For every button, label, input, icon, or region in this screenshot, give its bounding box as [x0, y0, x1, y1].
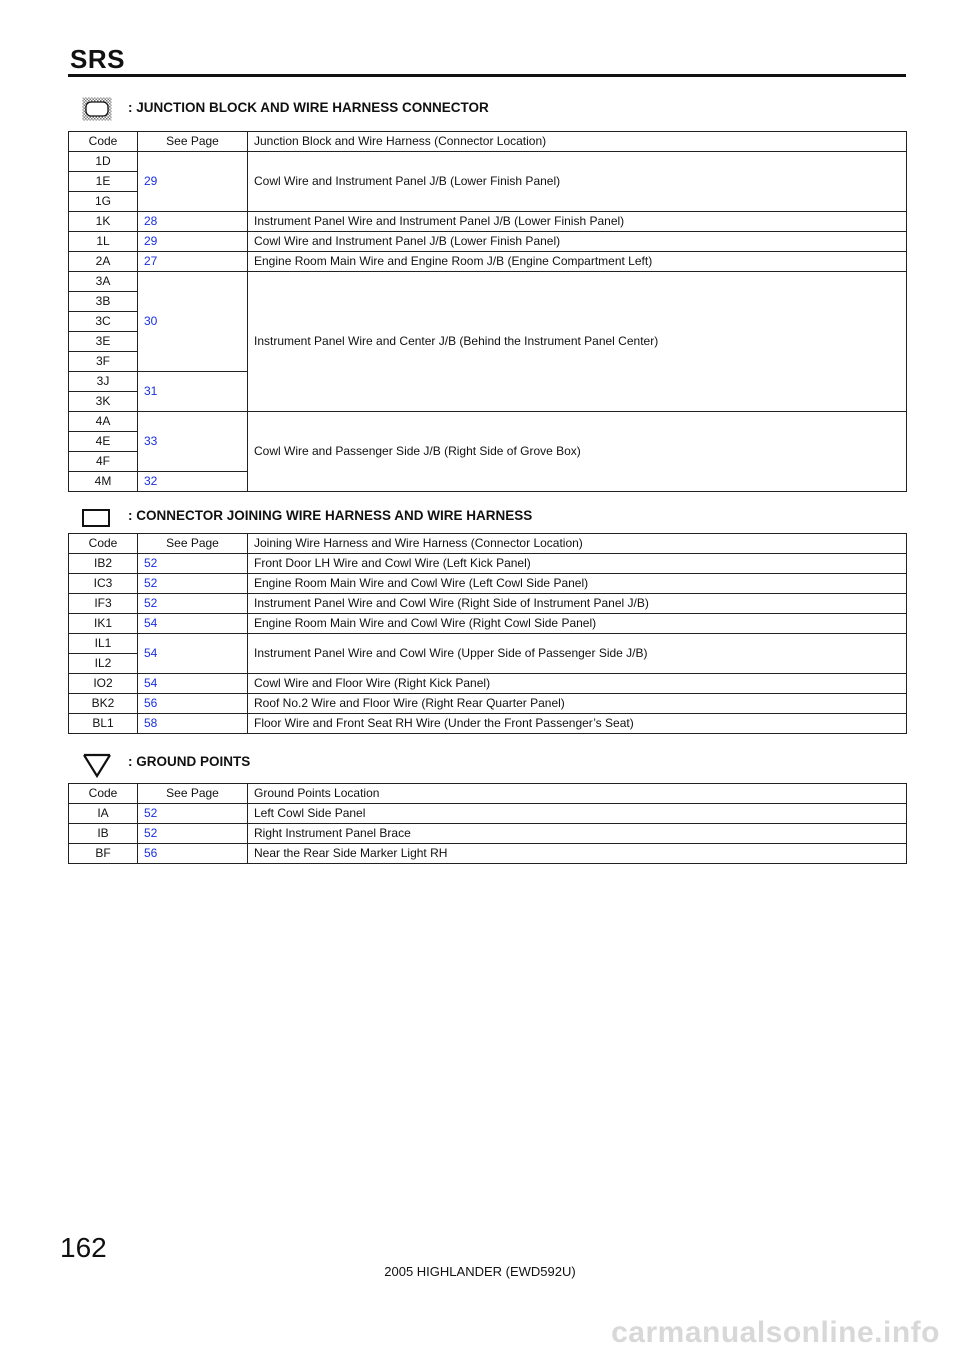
code-cell: 2A — [69, 252, 138, 272]
col-desc-header: Ground Points Location — [248, 784, 907, 804]
table-row — [69, 252, 907, 272]
watermark: carmanualsonline.info — [611, 1316, 940, 1349]
code-cell: 1E — [69, 172, 138, 192]
page-link[interactable]: 30 — [138, 272, 248, 372]
code-cell: IB2 — [69, 554, 138, 574]
code-cell: 4A — [69, 412, 138, 432]
page-link[interactable]: 27 — [138, 252, 248, 272]
code-cell: 4E — [69, 432, 138, 452]
connector-table — [68, 533, 907, 734]
code-cell: 3A — [69, 272, 138, 292]
page-link[interactable]: 54 — [138, 634, 248, 674]
junction-block-icon — [82, 97, 112, 121]
page-link[interactable]: 54 — [138, 674, 248, 694]
code-cell: IK1 — [69, 614, 138, 634]
code-cell: 3C — [69, 312, 138, 332]
table-row — [69, 714, 907, 734]
page-title: SRS — [70, 44, 125, 74]
col-code-header: Code — [69, 784, 138, 804]
code-cell: 3F — [69, 352, 138, 372]
desc-cell: Instrument Panel Wire and Cowl Wire (Upper Side of Passenger Side J/B) — [248, 634, 907, 674]
page-link[interactable]: 56 — [138, 694, 248, 714]
code-cell: BK2 — [69, 694, 138, 714]
code-cell: IF3 — [69, 594, 138, 614]
table-row — [69, 844, 907, 864]
desc-cell: Cowl Wire and Instrument Panel J/B (Lower Finish Panel) — [248, 232, 907, 252]
code-cell: IL2 — [69, 654, 138, 674]
page-link[interactable]: 52 — [138, 574, 248, 594]
junction-heading: : JUNCTION BLOCK AND WIRE HARNESS CONNECTOR — [128, 100, 489, 115]
desc-cell: Roof No.2 Wire and Floor Wire (Right Rear Quarter Panel) — [248, 694, 907, 714]
junction-table — [68, 131, 907, 492]
table-row — [69, 594, 907, 614]
code-cell: 1K — [69, 212, 138, 232]
table-header-row — [69, 534, 907, 554]
table-row — [69, 232, 907, 252]
desc-cell: Engine Room Main Wire and Engine Room J/B (Engine Compartment Left) — [248, 252, 907, 272]
page-link[interactable]: 54 — [138, 614, 248, 634]
table-header-row — [69, 784, 907, 804]
page-link[interactable]: 31 — [138, 372, 248, 412]
code-cell: 3E — [69, 332, 138, 352]
table-row — [69, 634, 907, 654]
page-link[interactable]: 56 — [138, 844, 248, 864]
desc-cell: Front Door LH Wire and Cowl Wire (Left Kick Panel) — [248, 554, 907, 574]
page-link[interactable]: 33 — [138, 412, 248, 472]
table-row — [69, 674, 907, 694]
desc-cell: Near the Rear Side Marker Light RH — [248, 844, 907, 864]
table-row — [69, 694, 907, 714]
table-row — [69, 824, 907, 844]
desc-cell: Cowl Wire and Passenger Side J/B (Right Side of Grove Box) — [248, 412, 907, 492]
connector-heading: : CONNECTOR JOINING WIRE HARNESS AND WIRE HARNESS — [128, 508, 533, 523]
page-link[interactable]: 28 — [138, 212, 248, 232]
code-cell: 4M — [69, 472, 138, 492]
ground-point-icon — [82, 752, 112, 778]
code-cell: IC3 — [69, 574, 138, 594]
col-code-header: Code — [69, 534, 138, 554]
page-link[interactable]: 52 — [138, 824, 248, 844]
code-cell: 3J — [69, 372, 138, 392]
page-link[interactable]: 52 — [138, 554, 248, 574]
code-cell: BF — [69, 844, 138, 864]
desc-cell: Engine Room Main Wire and Cowl Wire (Left Cowl Side Panel) — [248, 574, 907, 594]
desc-cell: Cowl Wire and Instrument Panel J/B (Lower Finish Panel) — [248, 152, 907, 212]
col-page-header: See Page — [138, 784, 248, 804]
col-page-header: See Page — [138, 132, 248, 152]
page-link[interactable]: 32 — [138, 472, 248, 492]
code-cell: 3B — [69, 292, 138, 312]
table-row — [69, 152, 907, 172]
desc-cell: Instrument Panel Wire and Center J/B (Behind the Instrument Panel Center) — [248, 272, 907, 412]
col-desc-header: Joining Wire Harness and Wire Harness (Connector Location) — [248, 534, 907, 554]
table-row — [69, 614, 907, 634]
desc-cell: Cowl Wire and Floor Wire (Right Kick Panel) — [248, 674, 907, 694]
desc-cell: Floor Wire and Front Seat RH Wire (Under the Front Passenger’s Seat) — [248, 714, 907, 734]
desc-cell: Engine Room Main Wire and Cowl Wire (Right Cowl Side Panel) — [248, 614, 907, 634]
code-cell: 4F — [69, 452, 138, 472]
page-link[interactable]: 29 — [138, 152, 248, 212]
ground-table — [68, 783, 907, 864]
table-row — [69, 272, 907, 292]
col-desc-header: Junction Block and Wire Harness (Connector Location) — [248, 132, 907, 152]
desc-cell: Right Instrument Panel Brace — [248, 824, 907, 844]
page-number: 162 — [60, 1232, 107, 1263]
footer-model: 2005 HIGHLANDER (EWD592U) — [384, 1264, 576, 1279]
col-code-header: Code — [69, 132, 138, 152]
connector-icon — [82, 508, 110, 528]
desc-cell: Instrument Panel Wire and Instrument Panel J/B (Lower Finish Panel) — [248, 212, 907, 232]
code-cell: IA — [69, 804, 138, 824]
code-cell: 1D — [69, 152, 138, 172]
table-header-row — [69, 132, 907, 152]
table-row — [69, 574, 907, 594]
page-link[interactable]: 52 — [138, 594, 248, 614]
page-link[interactable]: 58 — [138, 714, 248, 734]
code-cell: IL1 — [69, 634, 138, 654]
code-cell: IB — [69, 824, 138, 844]
desc-cell: Instrument Panel Wire and Cowl Wire (Right Side of Instrument Panel J/B) — [248, 594, 907, 614]
table-row — [69, 804, 907, 824]
table-row — [69, 554, 907, 574]
page-link[interactable]: 29 — [138, 232, 248, 252]
code-cell: 1G — [69, 192, 138, 212]
table-row — [69, 212, 907, 232]
table-row — [69, 412, 907, 432]
desc-cell: Left Cowl Side Panel — [248, 804, 907, 824]
code-cell: 3K — [69, 392, 138, 412]
title-rule — [68, 74, 906, 77]
code-cell: 1L — [69, 232, 138, 252]
page-link[interactable]: 52 — [138, 804, 248, 824]
ground-heading: : GROUND POINTS — [128, 754, 251, 769]
col-page-header: See Page — [138, 534, 248, 554]
code-cell: BL1 — [69, 714, 138, 734]
code-cell: IO2 — [69, 674, 138, 694]
